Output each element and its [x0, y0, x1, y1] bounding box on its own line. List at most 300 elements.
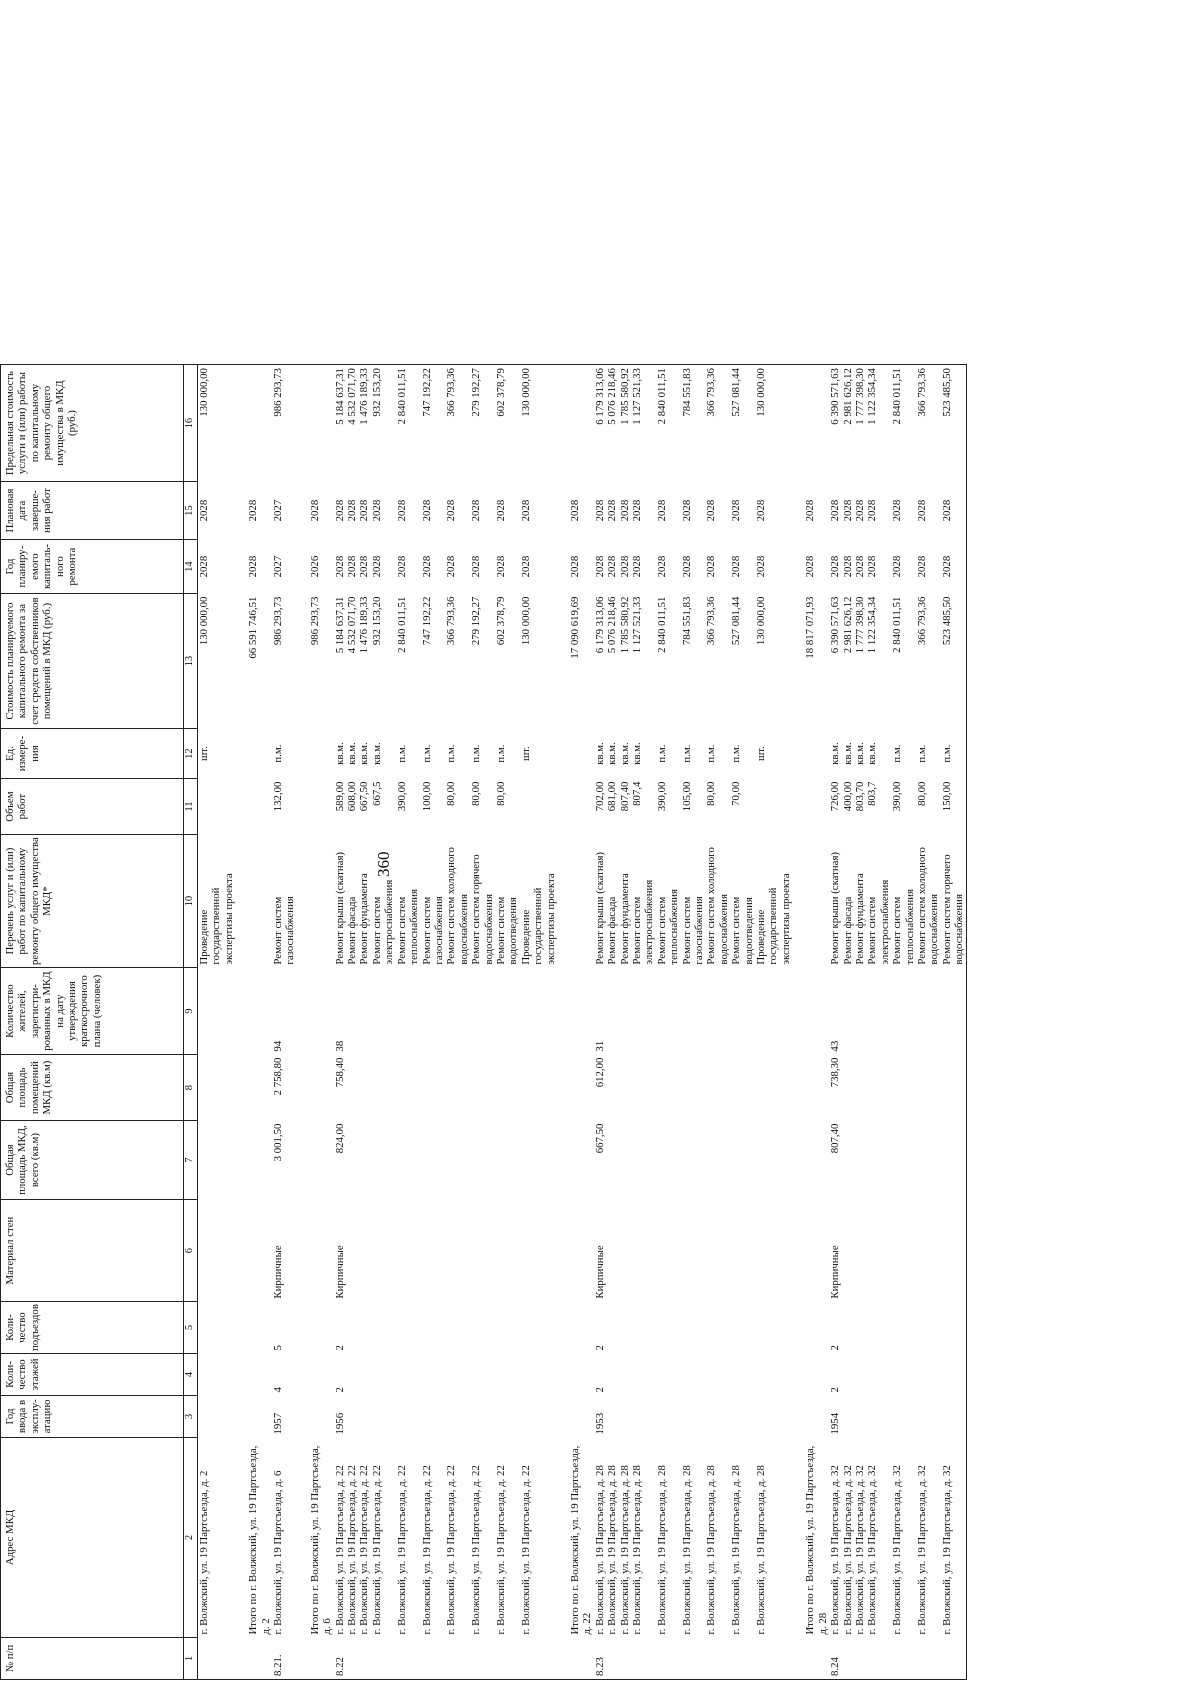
cell-c4: [247, 1354, 272, 1396]
cell-c12: [557, 729, 569, 779]
cell-c5: [606, 1302, 618, 1354]
cell-c3: [421, 1396, 446, 1438]
cell-c14: [792, 540, 804, 594]
cell-c10: Проведение государственной экспертизы проекта: [198, 873, 235, 965]
cell-c14: 2028: [705, 555, 718, 578]
cell-c7: [792, 1121, 804, 1200]
cell-c14: 2028: [829, 555, 842, 578]
cell-c12: п.м.: [420, 744, 433, 763]
cell-c15: [235, 482, 247, 540]
cell-c3: [891, 1396, 916, 1438]
cell-c15: 2028: [358, 499, 371, 522]
cell-c4: [705, 1354, 730, 1396]
cell-c3: [916, 1396, 941, 1438]
cell-c13: [557, 594, 569, 729]
cell-c5: [297, 1302, 309, 1354]
table-row: [396, 365, 421, 1680]
cell-c10: Ремонт крыши (скатная): [333, 851, 346, 965]
cell-c1: [495, 1638, 520, 1680]
cell-c13: 2 840 011,51: [891, 596, 904, 653]
cell-c12: п.м.: [915, 744, 928, 763]
cell-c4: [445, 1354, 470, 1396]
cell-c12: [309, 729, 334, 779]
cell-c11: [247, 779, 272, 835]
table-row: [681, 365, 706, 1680]
cell-c4: [309, 1354, 334, 1396]
cell-c2: г. Волжский, ул. 19 Партсъезда, д. 28: [606, 1465, 619, 1635]
cell-c9: [619, 968, 631, 1055]
cell-c15: 2028: [494, 499, 507, 522]
column-number: 4: [184, 1354, 198, 1396]
cell-c14: 2028: [631, 555, 643, 578]
cell-c14: 2028: [593, 555, 606, 578]
cell-c4: [421, 1354, 446, 1396]
cell-c5: [656, 1302, 681, 1354]
cell-c1: [346, 1638, 358, 1680]
cell-c11: 80,00: [445, 781, 458, 806]
cell-c2: г. Волжский, ул. 19 Партсъезда, д. 22: [494, 1465, 507, 1635]
cell-c7: 3 001,50: [272, 1123, 285, 1162]
cell-c2: Итого по г. Волжский, ул. 19 Партсъезда, д. 28: [804, 1445, 829, 1635]
cell-c12: шт.: [755, 746, 768, 762]
cell-c15: 2028: [804, 499, 817, 522]
cell-c9: [297, 968, 309, 1055]
cell-c12: п.м.: [730, 744, 743, 763]
cell-c13: 527 081,44: [730, 596, 743, 646]
column-number-row: [184, 365, 198, 1680]
cell-c8: 612,00: [593, 1057, 606, 1088]
cell-c10: Ремонт фасада: [346, 896, 359, 965]
cell-c13: 5 076 218,46: [606, 596, 619, 654]
cell-c2: г. Волжский, ул. 19 Партсъезда, д. 22: [333, 1465, 346, 1635]
cell-c11: [569, 779, 594, 835]
cell-c3: [755, 1396, 792, 1438]
cell-c4: [842, 1354, 854, 1396]
column-number: 11: [184, 779, 198, 835]
cell-c6: [495, 1200, 520, 1302]
cell-c9: 31: [593, 1040, 606, 1052]
cell-c11: 807,40: [618, 781, 631, 812]
cell-c6: [941, 1200, 966, 1302]
cell-c5: [792, 1302, 804, 1354]
cell-c8: [358, 1055, 370, 1121]
cell-c12: п.м.: [705, 744, 718, 763]
cell-c6: [297, 1200, 309, 1302]
cell-c10: [309, 835, 334, 968]
cell-c9: [421, 968, 446, 1055]
cell-c12: кв.м.: [333, 742, 346, 765]
cell-c5: [520, 1302, 557, 1354]
cell-c14: 2028: [333, 555, 346, 578]
cell-c5: [470, 1302, 495, 1354]
cell-c5: [371, 1302, 396, 1354]
cell-c9: [520, 968, 557, 1055]
cell-c8: [421, 1055, 446, 1121]
cell-c8: [804, 1055, 829, 1121]
table-row: [941, 365, 966, 1680]
cell-c15: 2028: [730, 499, 743, 522]
cell-c12: [569, 729, 594, 779]
cell-c10: Ремонт систем водоотведения: [494, 896, 520, 965]
cell-c7: [346, 1121, 358, 1200]
cell-c5: 2: [333, 1345, 346, 1351]
cell-c6: [705, 1200, 730, 1302]
cell-c12: [235, 729, 247, 779]
cell-c11: [755, 779, 792, 835]
cell-c1: [198, 1638, 236, 1680]
cell-c3: [941, 1396, 966, 1438]
cell-c9: [606, 968, 618, 1055]
cell-c5: [235, 1302, 247, 1354]
cell-c10: Проведение государственной экспертизы проекта: [519, 873, 557, 965]
cell-c13: 130 000,00: [519, 596, 532, 646]
cell-c7: [371, 1121, 396, 1200]
cell-c7: [755, 1121, 792, 1200]
cell-c4: [569, 1354, 594, 1396]
cell-c16: 6 390 571,63: [829, 365, 841, 482]
cell-c10: Ремонт систем электроснабжения: [866, 879, 891, 965]
cell-c16: 5 184 637,31: [334, 365, 346, 482]
cell-c14: 2028: [346, 555, 359, 578]
cell-c10: Ремонт систем горячего водоснабжения: [470, 854, 495, 965]
cell-c8: [792, 1055, 804, 1121]
table-row: [421, 365, 446, 1680]
cell-c7: [520, 1121, 557, 1200]
page-number: 360: [374, 851, 393, 877]
cell-c4: 4: [272, 1387, 285, 1393]
cell-c1: 8.24: [829, 1638, 841, 1680]
table-row: [235, 365, 247, 1680]
cell-c10: [792, 835, 804, 968]
cell-c16: 784 551,83: [681, 365, 706, 482]
cell-c2: г. Волжский, ул. 19 Партсъезда, д. 6: [272, 1470, 285, 1635]
cell-c8: 738,30: [829, 1057, 842, 1088]
cell-c5: [842, 1302, 854, 1354]
cell-c8: 2 758,80: [272, 1057, 285, 1096]
cell-c9: [346, 968, 358, 1055]
cell-c9: [445, 968, 470, 1055]
cell-c6: Кирпичные: [829, 1245, 842, 1299]
cell-c6: [247, 1200, 272, 1302]
cell-c12: п.м.: [445, 744, 458, 763]
cell-c14: 2028: [445, 555, 458, 578]
cell-c12: п.м.: [941, 729, 966, 779]
cell-c16: 130 000,00: [520, 365, 557, 482]
cell-c15: 2028: [829, 499, 842, 522]
cell-c11: 589,00: [333, 781, 346, 812]
cell-c13: 4 532 071,70: [346, 596, 359, 654]
cell-c15: [297, 482, 309, 540]
cell-c8: [619, 1055, 631, 1121]
cell-c2: г. Волжский, ул. 19 Партсъезда, д. 28: [618, 1465, 631, 1635]
table-row: [569, 365, 594, 1680]
cell-c12: кв.м.: [358, 742, 371, 765]
cell-c16: 4 532 071,70: [346, 365, 358, 482]
cell-c5: [198, 1302, 236, 1354]
cell-c11: 390,00: [655, 781, 668, 812]
cell-c12: кв.м.: [593, 742, 606, 765]
cell-c6: [569, 1200, 594, 1302]
cell-c7: [705, 1121, 730, 1200]
cell-c6: [396, 1200, 421, 1302]
cell-c1: [297, 1638, 309, 1680]
cell-c16: 2 840 011,51: [396, 365, 421, 482]
cell-c16: 932 153,20: [371, 365, 396, 482]
cell-c8: [520, 1055, 557, 1121]
cell-c15: 2027: [272, 499, 285, 522]
cell-c4: [396, 1354, 421, 1396]
column-number: 13: [184, 594, 198, 729]
cell-c5: [730, 1302, 755, 1354]
cell-c14: [557, 540, 569, 594]
cell-c5: [804, 1302, 829, 1354]
table-row: [470, 365, 495, 1680]
cell-c5: [916, 1302, 941, 1354]
cell-c1: 8.23: [594, 1638, 606, 1680]
cell-c6: [346, 1200, 358, 1302]
cell-c15: 2028: [346, 499, 359, 522]
cell-c5: [941, 1302, 966, 1354]
cell-c2: г. Волжский, ул. 19 Партсъезда, д. 22: [420, 1465, 433, 1635]
cell-c14: 2028: [519, 555, 532, 578]
cell-c13: [297, 594, 309, 729]
cell-c11: 80,00: [494, 781, 507, 806]
cell-c8: [371, 1055, 396, 1121]
cell-c9: [470, 968, 495, 1055]
cell-c4: [606, 1354, 618, 1396]
cell-c3: [445, 1396, 470, 1438]
cell-c12: п.м.: [470, 744, 483, 763]
cell-c7: [916, 1121, 941, 1200]
cell-c1: [421, 1638, 446, 1680]
cell-c8: [842, 1055, 854, 1121]
cell-c16: 1 122 354,34: [866, 365, 891, 482]
cell-c7: [891, 1121, 916, 1200]
table-row: [656, 365, 681, 1680]
cell-c3: [470, 1396, 495, 1438]
cell-c8: [854, 1055, 866, 1121]
column-number: 6: [184, 1200, 198, 1302]
cell-c10: [557, 835, 569, 968]
cell-c1: [755, 1638, 792, 1680]
cell-c11: 132,00: [272, 781, 285, 812]
cell-c4: [730, 1354, 755, 1396]
column-number: 9: [184, 968, 198, 1055]
cell-c12: кв.м.: [866, 742, 879, 765]
cell-c6: [755, 1200, 792, 1302]
cell-c3: [247, 1396, 272, 1438]
column-number: 8: [184, 1055, 198, 1121]
cell-c4: [198, 1354, 236, 1396]
cell-c7: [309, 1121, 334, 1200]
cell-c12: п.м.: [272, 744, 285, 763]
cell-c6: [421, 1200, 446, 1302]
cell-c15: 2028: [755, 499, 768, 522]
cell-c11: 667,50: [358, 781, 371, 812]
cell-c13: 366 793,36: [915, 596, 928, 646]
cell-c16: 366 793,36: [916, 365, 941, 482]
cell-c16: 5 076 218,46: [606, 365, 618, 482]
cell-c1: 8.21.: [272, 1638, 297, 1680]
cell-c8: [495, 1055, 520, 1121]
column-header: Стоимость планируемого капитального ремонта за счет средств собственников помещений в МКД (руб.): [1, 594, 184, 729]
cell-c6: [520, 1200, 557, 1302]
cell-c6: [854, 1200, 866, 1302]
cell-c1: [705, 1638, 730, 1680]
cell-c10: Ремонт фундамента: [358, 873, 371, 965]
cell-c10: Ремонт крыши (скатная): [829, 851, 842, 965]
column-header: Общая площадь МКД, всего (кв.м): [1, 1121, 184, 1200]
cell-c3: [619, 1396, 631, 1438]
cell-c5: [396, 1302, 421, 1354]
cell-c15: 2028: [395, 499, 408, 522]
cell-c3: [606, 1396, 618, 1438]
cell-c3: [792, 1396, 804, 1438]
cell-c16: [247, 365, 272, 482]
cell-c6: [681, 1200, 706, 1302]
cell-c6: [619, 1200, 631, 1302]
cell-c1: [854, 1638, 866, 1680]
column-number: 16: [184, 365, 198, 482]
cell-c6: [371, 1200, 396, 1302]
cell-c14: 2028: [891, 555, 904, 578]
cell-c12: шт.: [198, 746, 210, 762]
table-row: [631, 365, 656, 1680]
cell-c8: [309, 1055, 334, 1121]
column-number: 2: [184, 1438, 198, 1638]
cell-c7: [569, 1121, 594, 1200]
cell-c13: 279 192,27: [470, 596, 483, 646]
cell-c13: [792, 594, 804, 729]
cell-c7: [235, 1121, 247, 1200]
cell-c15: 2028: [593, 499, 606, 522]
cell-c12: кв.м.: [346, 742, 359, 765]
table-row: [866, 365, 891, 1680]
cell-c8: [866, 1055, 891, 1121]
table-row: [371, 365, 396, 1680]
cell-c4: [792, 1354, 804, 1396]
cell-c3: [804, 1396, 829, 1438]
table-row: [495, 365, 520, 1680]
cell-c5: [247, 1302, 272, 1354]
cell-c11: 681,00: [606, 781, 619, 812]
cell-c15: 2028: [655, 499, 668, 522]
cell-c5: [445, 1302, 470, 1354]
cell-c13: 130 000,00: [755, 596, 768, 646]
cell-c1: [631, 1638, 656, 1680]
cell-c9: [730, 968, 755, 1055]
cell-c9: [198, 968, 236, 1055]
cell-c16: 523 485,50: [941, 365, 966, 482]
cell-c16: [792, 365, 804, 482]
cell-c13: 2 840 011,51: [395, 596, 408, 653]
cell-c6: [358, 1200, 370, 1302]
cell-c8: [755, 1055, 792, 1121]
cell-c16: 1 476 189,33: [358, 365, 370, 482]
cell-c6: [606, 1200, 618, 1302]
cell-c8: [631, 1055, 656, 1121]
cell-c9: [705, 968, 730, 1055]
cell-c1: 8.22: [334, 1638, 346, 1680]
column-header: Коли-чество подъездов: [1, 1302, 184, 1354]
cell-c13: 6 179 313,06: [593, 596, 606, 654]
cell-c2: г. Волжский, ул. 19 Партсъезда, д. 28: [730, 1465, 743, 1635]
cell-c6: Кирпичные: [593, 1245, 606, 1299]
cell-c7: [495, 1121, 520, 1200]
cell-c7: [631, 1121, 656, 1200]
cell-c10: Ремонт систем горячего водоснабжения: [941, 835, 966, 968]
cell-c9: 38: [333, 1040, 346, 1052]
cell-c13: 1 777 398,30: [853, 596, 866, 654]
cell-c14: 2028: [370, 555, 383, 578]
cell-c14: 2028: [866, 555, 879, 578]
cell-c7: [247, 1121, 272, 1200]
cell-c8: 758,40: [333, 1057, 346, 1088]
cell-c3: [346, 1396, 358, 1438]
cell-c15: 2028: [631, 499, 643, 522]
cell-c10: Ремонт систем холодного водоснабжения: [915, 847, 941, 965]
cell-c12: п.м.: [655, 744, 668, 763]
cell-c9: [842, 968, 854, 1055]
cell-c14: 2028: [470, 555, 483, 578]
cell-c11: 807,4: [631, 781, 643, 806]
cell-c10: Ремонт фасада: [606, 896, 619, 965]
cell-c6: [309, 1200, 334, 1302]
cell-c6: [235, 1200, 247, 1302]
cell-c9: [557, 968, 569, 1055]
cell-c16: [297, 365, 309, 482]
table-row: [730, 365, 755, 1680]
cell-c15: 2028: [941, 482, 966, 540]
cell-c16: 1 785 580,92: [619, 365, 631, 482]
cell-c14: 2028: [618, 555, 631, 578]
cell-c11: 390,00: [891, 781, 904, 812]
cell-c13: 2 840 011,51: [655, 596, 668, 653]
cell-c2: г. Волжский, ул. 19 Партсъезда, д. 28: [631, 1465, 643, 1635]
cell-c13: 17 090 619,69: [568, 596, 581, 659]
cell-c1: [730, 1638, 755, 1680]
cell-c8: [891, 1055, 916, 1121]
cell-c8: [941, 1055, 966, 1121]
cell-c5: [755, 1302, 792, 1354]
cell-c3: [358, 1396, 370, 1438]
cell-c12: кв.м.: [853, 742, 866, 765]
cell-c11: 702,00: [593, 781, 606, 812]
cell-c7: [619, 1121, 631, 1200]
table-row: [247, 365, 272, 1680]
cell-c14: 2028: [915, 555, 928, 578]
cell-c2: г. Волжский, ул. 19 Партсъезда, д. 32: [866, 1465, 879, 1635]
cell-c1: [916, 1638, 941, 1680]
column-number: 14: [184, 540, 198, 594]
cell-c2: г. Волжский, ул. 19 Партсъезда, д. 22: [346, 1465, 359, 1635]
cell-c9: [656, 968, 681, 1055]
cell-c2: [297, 1438, 309, 1638]
table-row: [705, 365, 730, 1680]
cell-c4: [854, 1354, 866, 1396]
cell-c14: 2028: [494, 555, 507, 578]
cell-c8: [247, 1055, 272, 1121]
column-header: Количество жителей, зарегистри-рованных в МКД на дату утверждения краткосрочного плана (человек): [1, 968, 184, 1055]
column-number: 10: [184, 835, 198, 968]
cell-c15: 2028: [915, 499, 928, 522]
table-row: [520, 365, 557, 1680]
cell-c8: [346, 1055, 358, 1121]
cell-c5: [866, 1302, 891, 1354]
cell-c7: 807,40: [829, 1123, 842, 1154]
cell-c1: [569, 1638, 594, 1680]
cell-c3: [495, 1396, 520, 1438]
